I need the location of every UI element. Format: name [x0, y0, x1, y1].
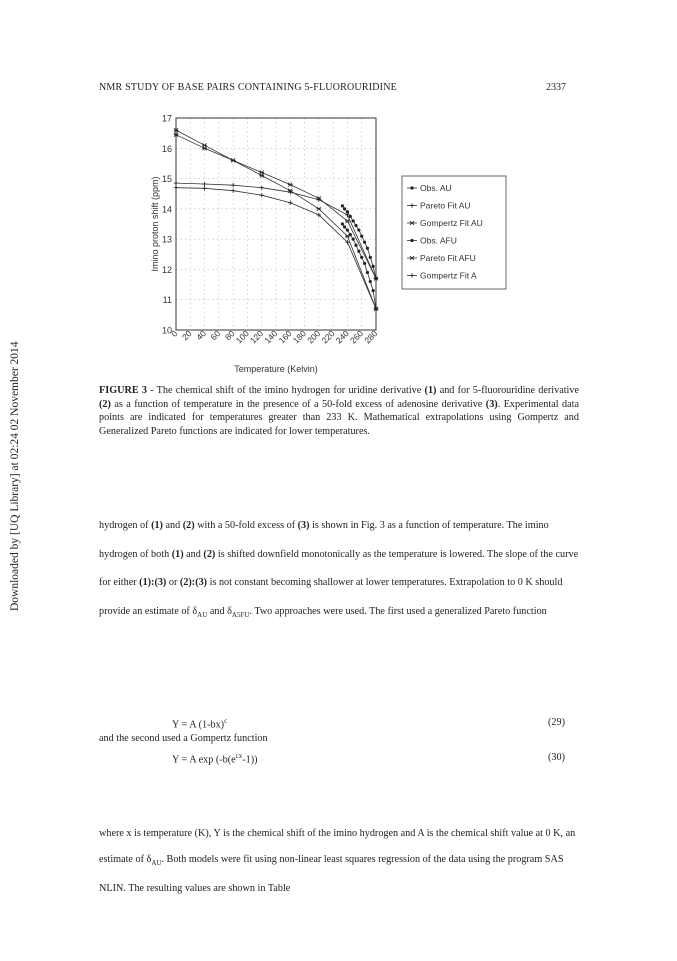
x-tick-label: 80 [222, 328, 237, 343]
legend-entry: Gompertz Fit A [420, 270, 477, 281]
y-tick-label: 13 [161, 234, 172, 245]
running-header-title: NMR STUDY OF BASE PAIRS CONTAINING 5-FLUOROURIDINE [99, 82, 397, 93]
data-point [357, 250, 360, 253]
data-point [352, 238, 355, 241]
data-point [341, 222, 344, 225]
y-tick-label: 16 [161, 143, 172, 154]
equation-intro: and the second used a Gompertz function [99, 733, 268, 744]
series-4 [174, 128, 379, 311]
x-tick-label: 120 [248, 328, 266, 346]
x-tick-label: 100 [233, 328, 251, 346]
data-point [360, 256, 363, 259]
legend-marker [410, 239, 413, 242]
legend-entry: Pareto Fit AU [420, 200, 471, 211]
page-number: 2337 [546, 82, 566, 93]
data-point [341, 204, 344, 207]
x-tick-label: 200 [305, 328, 323, 346]
chart-legend [402, 176, 506, 289]
data-point [369, 280, 372, 283]
x-tick-label: 40 [194, 328, 208, 343]
body-paragraph-2: where x is temperature (K), Y is the chemical shift of the imino hydrogen and A is the chemical shift value at 0 K, an estimate of $\delta_{AU}$. Both models were fit using non-linear least squares regression of the data using the program SAS NLIN. The resulting values are shown in Table [99, 828, 576, 895]
figure-label: FIGURE 3 [99, 385, 147, 396]
equation-29: Y = A $(1-bx)^c$ [172, 717, 228, 731]
data-point [366, 247, 369, 250]
x-tick-label: 220 [319, 328, 337, 346]
y-axis-label: Imino proton shift (ppm) [150, 176, 160, 272]
data-point [352, 219, 355, 222]
data-point [354, 224, 357, 227]
y-tick-label: 10 [161, 325, 172, 336]
equation-30: Y = A $\exp (-b(e^{cx}-1))$ [172, 752, 258, 766]
data-point [369, 256, 372, 259]
series-line [176, 135, 376, 279]
chart-axes [150, 114, 380, 375]
body-paragraph-1: hydrogen of (1) and (2) with a 50-fold excess of (3) is shown in Fig. 3 as a function of temperature. The imino hydrogen of both (1) and (2) is shifted downfield monotonically as the temperature is lowered. The slope of the curve for either (1):(3) or (2):(3) is not constant becoming shallower at lower temperatures. Extrapolation to 0 K should provide an estimate of $\delta_{AU}$ and $\delta_{A5FU}$. Two approaches were used. The first used a generalized Pareto function [99, 520, 579, 619]
download-notice: Downloaded by [UQ Library] at 02:24 02 November 2014 [9, 341, 21, 611]
figure-caption: FIGURE 3 - The chemical shift of the imino hydrogen for uridine derivative (1) and for 5-fluorouridine derivative (2) as a function of temperature in the presence of a 50-fold excess of adenosine derivative (3). Experimental data points are indicated for temperatures greater than 233 K. Mathematical extrapolations using Gompertz and Generalized Pareto functions are indicated for lower temperatures. [99, 385, 579, 437]
x-tick-label: 140 [262, 328, 280, 346]
y-tick-label: 11 [162, 295, 172, 306]
equation-30-number: (30) [548, 752, 565, 763]
data-point [346, 228, 349, 231]
y-tick-label: 14 [161, 204, 172, 215]
data-point [363, 262, 366, 265]
legend-entry: Obs. AFU [420, 235, 457, 246]
y-tick-label: 15 [161, 174, 172, 185]
y-tick-label: 12 [161, 264, 172, 275]
data-point [354, 244, 357, 247]
x-tick-label: 180 [290, 328, 308, 346]
y-tick-label: 17 [161, 113, 172, 124]
x-axis-label: Temperature (Kelvin) [234, 364, 318, 374]
data-point [372, 265, 375, 268]
x-tick-label: 20 [179, 328, 194, 343]
x-tick-label: 240 [333, 328, 351, 346]
x-tick-label: 280 [362, 328, 380, 346]
data-point [360, 235, 363, 238]
legend-entry: Gompertz Fit AU [420, 218, 483, 228]
chart-series [174, 128, 379, 311]
series-line [176, 188, 376, 309]
equation-29-number: (29) [548, 717, 565, 728]
legend-marker [410, 186, 413, 189]
x-tick-label: 160 [276, 328, 294, 346]
data-point [363, 241, 366, 244]
data-point [366, 271, 369, 274]
figure-3-chart [150, 110, 550, 380]
data-point [372, 289, 375, 292]
x-tick-label: 0 [168, 328, 180, 339]
x-tick-label: 260 [348, 328, 366, 346]
data-point [343, 207, 346, 210]
x-tick-label: 60 [208, 328, 223, 343]
legend-entry: Pareto Fit AFU [420, 253, 476, 263]
legend-entry: Obs. AU [420, 183, 452, 193]
data-point [357, 228, 360, 231]
data-point [343, 225, 346, 228]
